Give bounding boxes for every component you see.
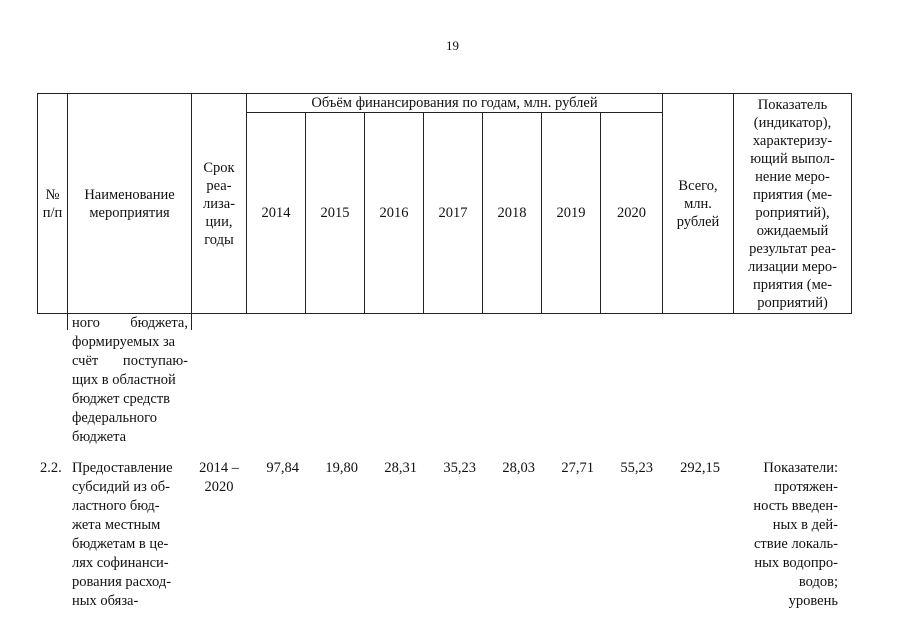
continuation-text: ного бюджета, формируемых за счёт поступаю- щих в областной бюджет средств федерального бюджета bbox=[72, 315, 188, 445]
header-year: 2016 bbox=[365, 113, 424, 314]
row-value-2017: 35,23 bbox=[443, 460, 476, 476]
row-value-2015: 19,80 bbox=[325, 460, 358, 476]
row-value-2018: 28,03 bbox=[502, 460, 535, 476]
row-total: 292,15 bbox=[680, 460, 720, 476]
row-value-2016: 28,31 bbox=[384, 460, 417, 476]
column-rule bbox=[191, 312, 192, 330]
column-rule bbox=[67, 312, 68, 330]
row-indicator: Показатели: протяжен- ность введен- ных в дей- ствие локаль- ных водопро- водов; уровень bbox=[753, 460, 838, 609]
row-value-2014: 97,84 bbox=[266, 460, 299, 476]
header-funding: Объём финансирования по годам, млн. рублей bbox=[247, 94, 663, 113]
page-number: 19 bbox=[446, 38, 459, 53]
row-name: Предоставление субсидий из об- ластного бюд- жета местным бюджетам в це- лях софинанси- рования расход- ных обяза- bbox=[72, 460, 173, 609]
header-year: 2020 bbox=[601, 113, 663, 314]
header-year: 2015 bbox=[306, 113, 365, 314]
header-year: 2018 bbox=[483, 113, 542, 314]
row-term: 2014 – 2020 bbox=[199, 460, 239, 495]
header-term: Срок реа- лиза- ции, годы bbox=[192, 94, 247, 314]
row-value-2019: 27,71 bbox=[561, 460, 594, 476]
header-name: Наименование мероприятия bbox=[68, 94, 192, 314]
header-year: 2014 bbox=[247, 113, 306, 314]
header-year: 2017 bbox=[424, 113, 483, 314]
header-year: 2019 bbox=[542, 113, 601, 314]
row-number: 2.2. bbox=[40, 460, 62, 476]
table-header bbox=[37, 93, 852, 314]
header-total: Всего, млн. рублей bbox=[663, 94, 734, 314]
header-num: № п/п bbox=[38, 94, 68, 314]
header-indicator: Показатель (индикатор), характеризу- ющий выпол- нение меро- приятия (ме- роприятий), ожидаемый результат реа- лизации меро- приятия (ме- роприятий) bbox=[734, 94, 852, 314]
row-value-2020: 55,23 bbox=[620, 460, 653, 476]
